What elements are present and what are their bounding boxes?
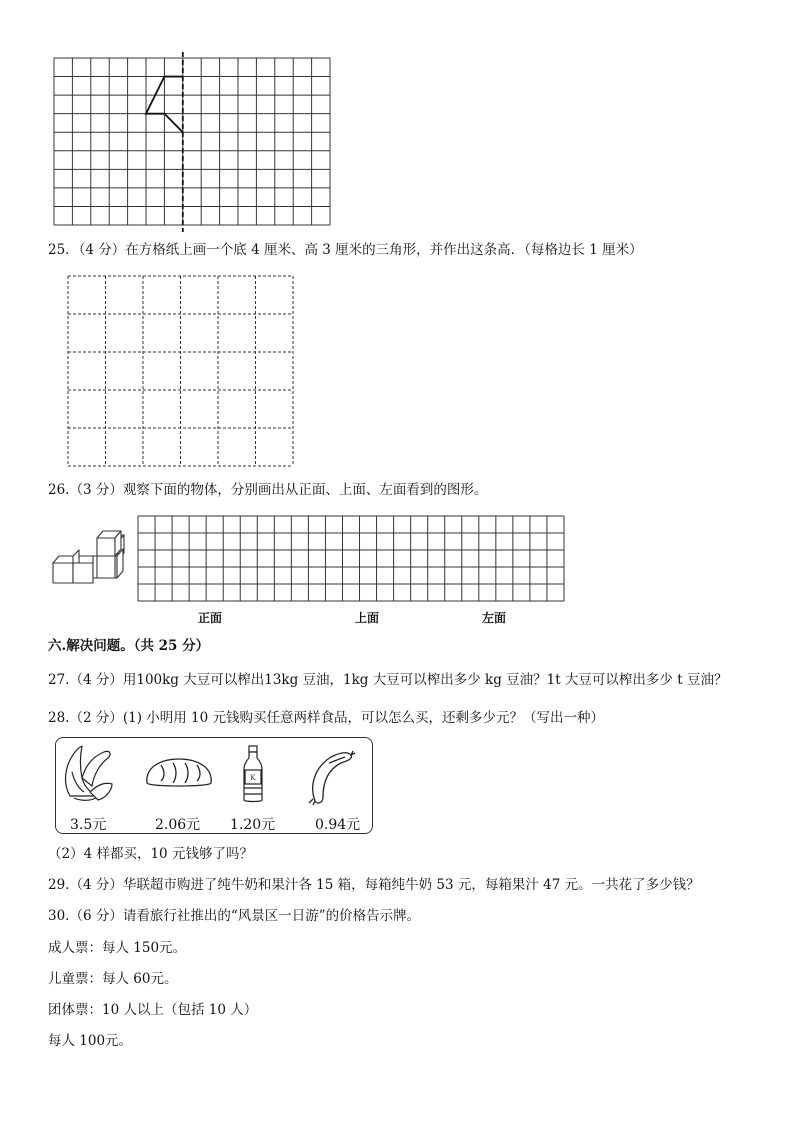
price-bread: 2.06元 xyxy=(155,817,201,833)
section-heading: 六.解决问题。（共 25 分） xyxy=(48,638,210,654)
bread-icon xyxy=(143,755,215,791)
question-28: 28.（2 分）(1) 小明用 10 元钱购买任意两样食品，可以怎么买，还剩多少元？（写出一种） xyxy=(48,710,605,726)
group-ticket-price: 每人 100元。 xyxy=(48,1033,133,1049)
question-26: 26.（3 分）观察下面的物体，分别画出从正面、上面、左面看到的图形。 xyxy=(48,482,488,498)
price-bottle: 1.20元 xyxy=(230,817,276,833)
banana-icon xyxy=(60,742,115,804)
child-ticket: 儿童票：每人 60元。 xyxy=(48,971,178,987)
label-top: 上面 xyxy=(355,611,380,625)
price-banana: 3.5元 xyxy=(70,817,107,833)
adult-ticket: 成人票：每人 150元。 xyxy=(48,940,187,956)
question-29: 29.（4 分）华联超市购进了纯牛奶和果汁各 15 箱，每箱纯牛奶 53 元，每箱果汁 47 元。一共花了多少钱？ xyxy=(48,877,700,893)
label-left: 左面 xyxy=(482,611,507,625)
price-sausage: 0.94元 xyxy=(315,817,361,833)
question-27: 27.（4 分）用100kg 大豆可以榨出13kg 豆油，1kg 大豆可以榨出多少 kg 豆油？1t 大豆可以榨出多少 t 豆油？ xyxy=(48,672,728,688)
question-28-part2: （2）4 样都买，10 元钱够了吗？ xyxy=(48,846,253,862)
question-25: 25．（4 分）在方格纸上画一个底 4 厘米、高 3 厘米的三角形，并作出这条高．（每格边长 1 厘米） xyxy=(48,242,643,258)
bottle-icon xyxy=(240,744,266,804)
label-front: 正面 xyxy=(198,611,223,625)
question-30: 30.（6 分）请看旅行社推出的“风景区一日游”的价格告示牌。 xyxy=(48,908,421,924)
group-ticket: 团体票：10 人以上（包括 10 人） xyxy=(48,1002,258,1018)
sausage-icon xyxy=(305,745,355,805)
svg-text:K: K xyxy=(250,774,256,782)
